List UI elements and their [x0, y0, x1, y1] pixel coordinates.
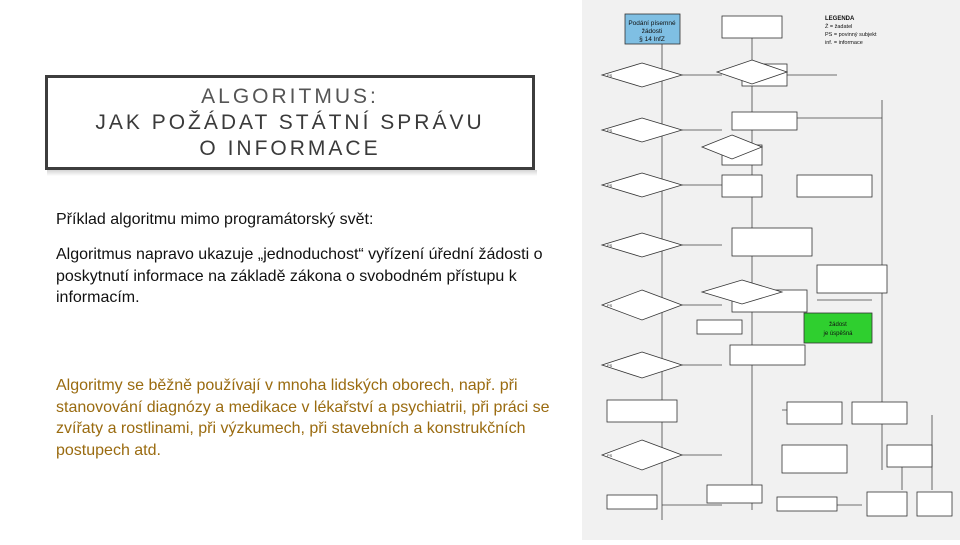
svg-text:PS: PS: [607, 128, 613, 133]
body-text: Algoritmus napravo ukazuje „jednoduchost“ vyřízení úřední žádosti o poskytnutí informace na základě zákona o svobodném přístupu k informacím.: [56, 246, 543, 306]
flowchart-panel: [582, 0, 960, 540]
slide-title-line1: ALGORITMUS:: [201, 84, 379, 108]
title-shadow: [47, 170, 537, 176]
svg-text:PS = povinný subjekt: PS = povinný subjekt: [825, 32, 877, 38]
svg-text:PS: PS: [607, 183, 613, 188]
intro-text: Příklad algoritmu mimo programátorský svět:: [56, 211, 374, 228]
svg-text:Ž = žadatel: Ž = žadatel: [825, 24, 853, 30]
slide-title-line3: O INFORMACE: [199, 136, 381, 160]
svg-text:PS: PS: [607, 453, 613, 458]
svg-text:PS: PS: [607, 363, 613, 368]
svg-text:PS: PS: [607, 243, 613, 248]
svg-text:žádost: žádost: [829, 322, 847, 328]
svg-text:Podání písemné: Podání písemné: [628, 20, 676, 27]
svg-text:je úspěšná: je úspěšná: [823, 331, 853, 337]
svg-text:PS: PS: [607, 73, 613, 78]
svg-text:PS: PS: [607, 303, 613, 308]
note-text: Algoritmy se běžně používají v mnoha lidských oborech, např. při stanovování diagnózy a medikace v lékařství a psychiatrii, při práci se zvířaty a rostlinami, při výzkumech, při stavebních a konstrukčních postupech atd.: [56, 377, 550, 459]
flowchart-success-node: [804, 313, 872, 343]
flowchart-legend-title: LEGENDA: [825, 16, 855, 22]
svg-text:žádosti: žádosti: [641, 28, 663, 35]
slide-title-box: [45, 75, 535, 170]
flowchart-diagram: [582, 0, 960, 540]
slide-title-line2: JAK POŽÁDAT STÁTNÍ SPRÁVU: [95, 110, 485, 134]
svg-text:§ 14 InfZ: § 14 InfZ: [639, 36, 665, 43]
svg-text:inf. = informace: inf. = informace: [825, 40, 863, 46]
